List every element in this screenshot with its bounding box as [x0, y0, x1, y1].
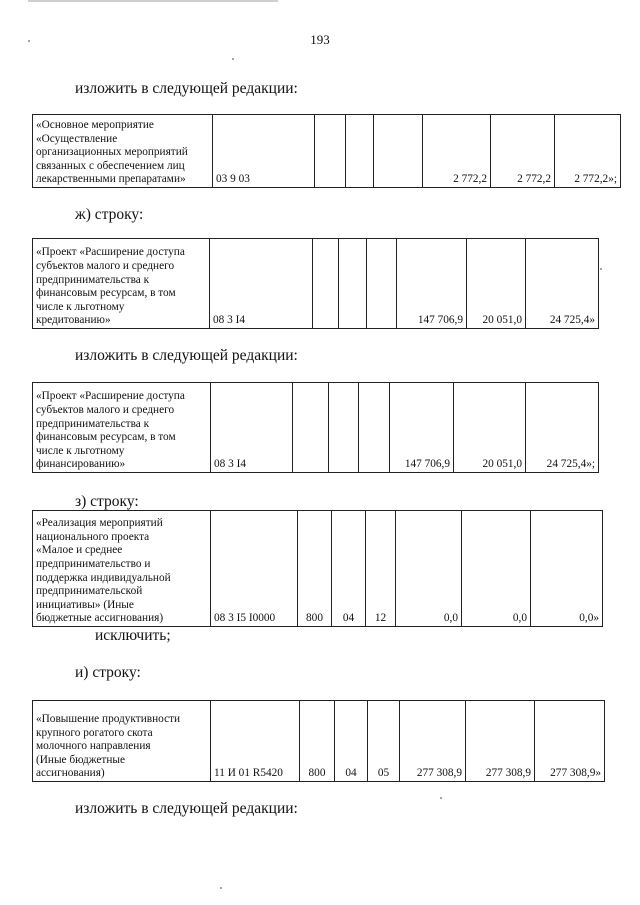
- table-row: [33, 383, 599, 473]
- subsection-cell: [374, 115, 423, 188]
- budget-table-5: [32, 700, 605, 782]
- subsection-cell: 05: [368, 701, 400, 782]
- item-name-line: организационных мероприятий: [36, 146, 188, 159]
- scan-speck: [220, 887, 222, 889]
- amount-cell-2: 0,0: [462, 511, 531, 627]
- paragraph-exclude: исключить;: [95, 627, 171, 644]
- amount-cell-1: 0,0: [396, 511, 462, 627]
- paragraph-edit-2: изложить в следующей редакции:: [75, 347, 298, 364]
- paragraph-row-z: з) строку:: [75, 493, 139, 510]
- expense-type-cell: [293, 383, 329, 473]
- item-name-line: «Проект «Расширение доступа: [36, 246, 185, 259]
- item-name-line: числе к льготному: [36, 300, 125, 313]
- item-name-cell: [33, 239, 210, 329]
- item-name-line: финансовым ресурсам, в том: [36, 287, 176, 300]
- amount-cell-1: 147 706,9: [397, 239, 467, 329]
- item-name-line: инициативы» (Иные: [36, 598, 134, 611]
- item-name-line: кредитованию»: [36, 314, 111, 327]
- amount-cell-2: 277 308,9: [466, 701, 535, 782]
- item-name-line: предпринимательство и: [36, 558, 151, 571]
- amount-cell-1: 2 772,2: [423, 115, 491, 188]
- amount-cell-3: 277 308,9»: [535, 701, 605, 782]
- code-cell: 03 9 03: [213, 115, 315, 188]
- amount-cell-1: 277 308,9: [400, 701, 466, 782]
- item-name-cell: [33, 115, 213, 188]
- code-cell: 08 3 I4: [211, 383, 293, 473]
- paragraph-edit-3: изложить в следующей редакции:: [75, 800, 298, 817]
- item-name-line: бюджетные ассигнования): [36, 612, 164, 625]
- section-cell: [329, 383, 359, 473]
- amount-cell-2: 20 051,0: [454, 383, 526, 473]
- paragraph-edit-1: изложить в следующей редакции:: [75, 80, 298, 97]
- page-number: 193: [310, 32, 330, 47]
- subsection-cell: [359, 383, 390, 473]
- budget-table-1: [32, 114, 621, 188]
- paragraph-row-i: и) строку:: [75, 664, 141, 681]
- scan-speck: [232, 58, 234, 60]
- expense-type-cell: 800: [300, 701, 335, 782]
- budget-table-3: [32, 382, 599, 473]
- item-name-cell: [33, 511, 211, 627]
- amount-cell-3: 0,0»: [531, 511, 603, 627]
- table-row: [33, 511, 603, 627]
- budget-table-4: [32, 510, 603, 627]
- scan-top-edge: [28, 0, 278, 2]
- subsection-cell: 12: [366, 511, 396, 627]
- item-name-line: «Осуществление: [36, 132, 118, 145]
- item-name-line: «Основное мероприятие: [36, 119, 154, 132]
- item-name-cell: [33, 383, 211, 473]
- item-name-line: связанных с обеспечением лиц: [36, 159, 185, 172]
- budget-table-2: [32, 238, 599, 329]
- item-name-cell: [33, 701, 211, 782]
- section-cell: 04: [332, 511, 366, 627]
- amount-cell-3: 24 725,4»: [526, 239, 599, 329]
- item-name-line: финансовым ресурсам, в том: [36, 431, 176, 444]
- amount-cell-2: 20 051,0: [467, 239, 526, 329]
- item-name-line: «Проект «Расширение доступа: [36, 390, 185, 403]
- item-name-line: предпринимательской: [36, 585, 143, 598]
- item-name-line: крупного рогатого скота: [36, 726, 153, 739]
- code-cell: 08 3 I5 I0000: [211, 511, 298, 627]
- item-name-line: «Реализация мероприятий: [36, 517, 163, 530]
- amount-cell-2: 2 772,2: [491, 115, 555, 188]
- section-cell: [339, 239, 367, 329]
- section-cell: 04: [335, 701, 368, 782]
- scan-speck: [600, 268, 602, 270]
- item-name-line: предпринимательства к: [36, 417, 150, 430]
- table-row: [33, 701, 605, 782]
- subsection-cell: [367, 239, 397, 329]
- item-name-line: поддержка индивидуальной: [36, 571, 171, 584]
- item-name-line: «Повышение продуктивности: [36, 713, 181, 726]
- table-row: [33, 115, 621, 188]
- paragraph-row-zh: ж) строку:: [75, 206, 144, 223]
- expense-type-cell: [313, 239, 339, 329]
- item-name-line: лекарственными препаратами»: [36, 173, 186, 186]
- item-name-line: субъектов малого и среднего: [36, 404, 175, 417]
- item-name-line: «Малое и среднее: [36, 544, 123, 557]
- amount-cell-1: 147 706,9: [390, 383, 454, 473]
- item-name-line: (Иные бюджетные: [36, 753, 126, 766]
- item-name-line: финансированию»: [36, 458, 126, 471]
- item-name-line: ассигнования): [36, 767, 105, 780]
- item-name-line: числе к льготному: [36, 444, 125, 457]
- scan-speck: [440, 797, 442, 799]
- amount-cell-3: 2 772,2»;: [555, 115, 621, 188]
- code-cell: 08 3 I4: [210, 239, 313, 329]
- expense-type-cell: [315, 115, 346, 188]
- scan-speck: [28, 40, 30, 42]
- expense-type-cell: 800: [298, 511, 332, 627]
- code-cell: 11 И 01 R5420: [211, 701, 300, 782]
- item-name-line: субъектов малого и среднего: [36, 260, 175, 273]
- amount-cell-3: 24 725,4»;: [526, 383, 599, 473]
- item-name-line: предпринимательства к: [36, 273, 150, 286]
- table-row: [33, 239, 599, 329]
- section-cell: [346, 115, 374, 188]
- item-name-line: молочного направления: [36, 740, 151, 753]
- item-name-line: национального проекта: [36, 530, 150, 543]
